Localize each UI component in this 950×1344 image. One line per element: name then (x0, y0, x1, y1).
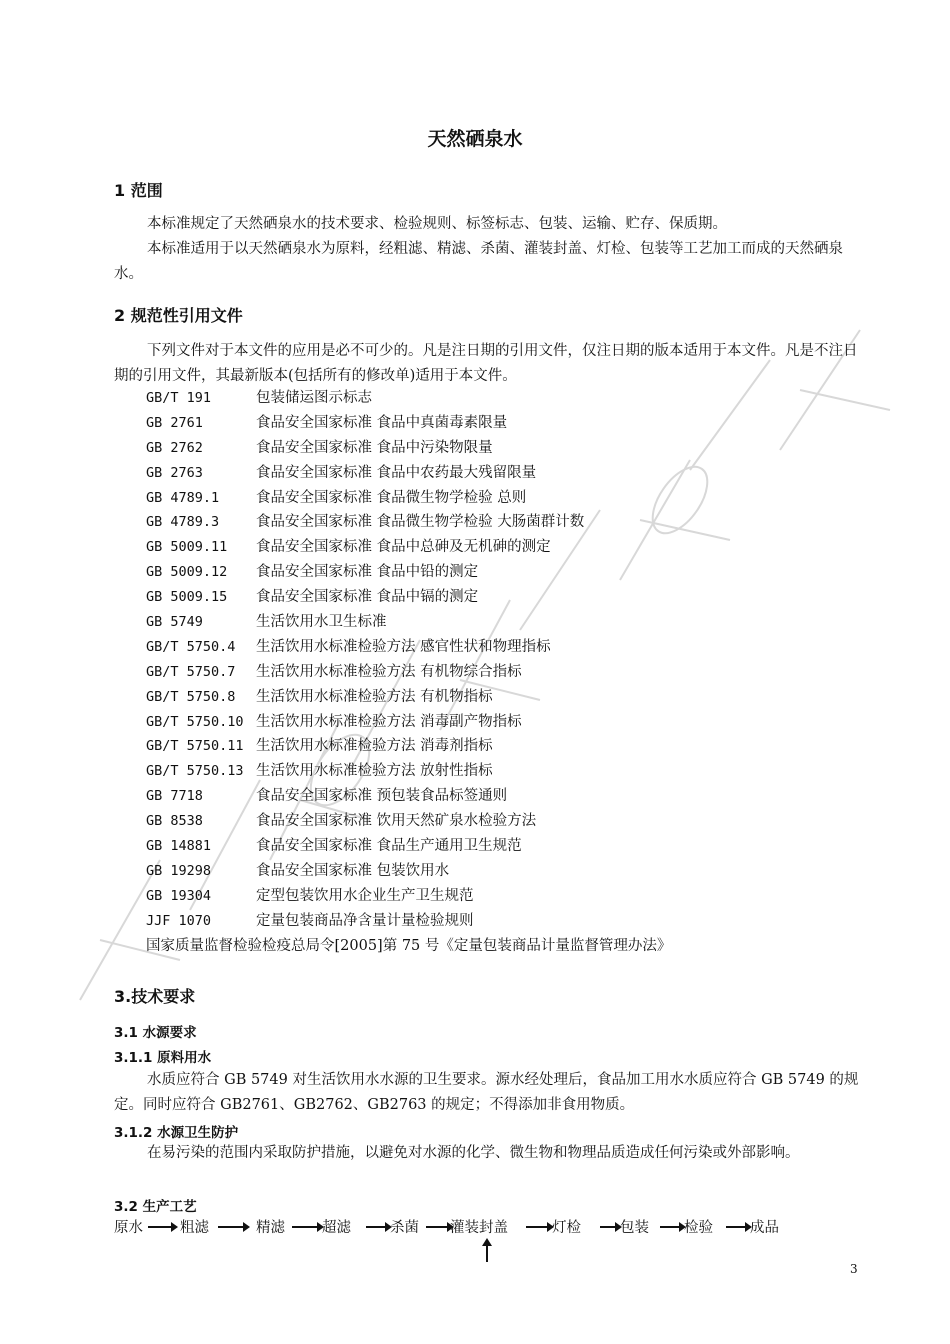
reference-list (146, 386, 584, 934)
flow-step: 超滤 (322, 1220, 351, 1236)
reference-code: GB 8538 (146, 813, 203, 830)
reference-code: GB 4789.1 (146, 489, 220, 506)
reference-title: 食品安全国家标准 食品中镉的测定 (256, 589, 479, 606)
reference-code: GB/T 5750.11 (146, 738, 244, 755)
flow-arrow-icon (600, 1226, 616, 1228)
flow-step: 精滤 (256, 1220, 285, 1236)
decree-reference: 国家质量监督检验检疫总局令[2005]第 75 号《定量包装商品计量监督管理办法》 (146, 938, 672, 954)
reference-item (146, 809, 584, 834)
reference-code: GB 14881 (146, 838, 212, 855)
reference-code: GB/T 5750.13 (146, 763, 244, 780)
reference-title: 生活饮用水标准检验方法 消毒副产物指标 (256, 713, 522, 730)
reference-code: GB 2763 (146, 464, 203, 481)
reference-item (146, 685, 584, 710)
reference-code: GB 2762 (146, 439, 203, 456)
reference-title: 食品安全国家标准 食品生产通用卫生规范 (256, 838, 522, 855)
reference-code: JJF 1070 (146, 912, 212, 929)
flow-step: 粗滤 (180, 1220, 209, 1236)
section-3-1-2-paragraph: 在易污染的范围内采取防护措施，以避免对水源的化学、微生物和物理品质造成任何污染或外部影响。 (147, 1145, 800, 1161)
flow-arrow-icon (726, 1226, 746, 1228)
reference-item (146, 909, 584, 934)
flow-arrow-icon (218, 1226, 244, 1228)
reference-title: 食品安全国家标准 食品中铅的测定 (256, 564, 479, 581)
flow-step: 检验 (684, 1220, 713, 1236)
reference-code: GB 5009.15 (146, 589, 228, 606)
reference-code: GB/T 5750.4 (146, 638, 236, 655)
reference-item (146, 784, 584, 809)
reference-title: 生活饮用水标准检验方法 消毒剂指标 (256, 738, 493, 755)
reference-item (146, 560, 584, 585)
up-arrow-icon (486, 1244, 488, 1262)
reference-title: 包装储运图示标志 (256, 390, 372, 406)
reference-item (146, 461, 584, 486)
reference-item (146, 884, 584, 909)
reference-item (146, 710, 584, 735)
flow-arrow-icon (426, 1226, 448, 1228)
flow-arrow-icon (526, 1226, 548, 1228)
reference-title: 生活饮用水标准检验方法 感官性状和物理指标 (256, 638, 551, 655)
reference-title: 定量包装商品净含量计量检验规则 (256, 912, 474, 929)
reference-item (146, 660, 584, 685)
reference-title: 食品安全国家标准 食品中总砷及无机砷的测定 (256, 539, 551, 556)
reference-code: GB/T 5750.7 (146, 663, 236, 680)
reference-item (146, 585, 584, 610)
flow-step: 原水 (114, 1220, 143, 1236)
reference-title: 食品安全国家标准 食品中真菌毒素限量 (256, 414, 508, 431)
reference-code: GB/T 5750.10 (146, 713, 244, 730)
document-title: 天然硒泉水 (427, 128, 523, 150)
reference-item (146, 486, 584, 511)
reference-item (146, 386, 584, 411)
reference-code: GB/T 5750.8 (146, 688, 236, 705)
reference-title: 生活饮用水卫生标准 (256, 614, 387, 631)
flow-arrow-icon (292, 1226, 318, 1228)
reference-code: GB 2761 (146, 414, 203, 431)
reference-title: 生活饮用水标准检验方法 有机物指标 (256, 688, 493, 705)
flow-arrow-icon (660, 1226, 680, 1228)
flow-arrow-icon (148, 1226, 172, 1228)
reference-title: 生活饮用水标准检验方法 放射性指标 (256, 763, 493, 780)
reference-code: GB 5009.11 (146, 539, 228, 556)
section-1-paragraph-2: 本标准适用于以天然硒泉水为原料，经粗滤、精滤、杀菌、灌装封盖、灯检、包装等工艺加工而成的天然硒泉水。 (114, 241, 843, 282)
reference-code: GB 5009.12 (146, 564, 228, 581)
reference-title: 食品安全国家标准 食品中农药最大残留限量 (256, 464, 537, 481)
reference-code: GB 5749 (146, 614, 203, 631)
section-1-heading: 1 范围 (114, 181, 163, 200)
flow-step: 成品 (750, 1220, 779, 1236)
reference-item (146, 436, 584, 461)
flow-step: 包装 (620, 1220, 649, 1236)
flow-step: 灌装封盖 (450, 1220, 508, 1236)
section-3-1-1-heading: 3.1.1 原料用水 (114, 1050, 212, 1066)
reference-item (146, 535, 584, 560)
section-1-paragraph-1: 本标准规定了天然硒泉水的技术要求、检验规则、标签标志、包装、运输、贮存、保质期。 (147, 216, 727, 232)
flow-step: 灯检 (552, 1220, 581, 1236)
reference-title: 食品安全国家标准 饮用天然矿泉水检验方法 (256, 813, 537, 830)
reference-item (146, 759, 584, 784)
reference-title: 食品安全国家标准 食品微生物学检验 总则 (256, 489, 527, 506)
flow-step: 杀菌 (390, 1220, 419, 1236)
reference-item (146, 734, 584, 759)
reference-item (146, 411, 584, 436)
section-3-1-heading: 3.1 水源要求 (114, 1025, 197, 1041)
reference-code: GB 19304 (146, 887, 212, 904)
section-2-intro: 下列文件对于本文件的应用是必不可少的。凡是注日期的引用文件，仅注日期的版本适用于本文件。凡是不注日期的引用文件，其最新版本(包括所有的修改单)适用于本文件。 (114, 343, 858, 384)
flow-arrow-icon (366, 1226, 386, 1228)
section-3-1-1-paragraph: 水质应符合 GB 5749 对生活饮用水水源的卫生要求。源水经处理后，食品加工用水水质应符合 GB 5749 的规定。同时应符合 GB2761、GB2762、GB2763 的规定；不得添加非食用物质。 (114, 1072, 859, 1113)
reference-title: 食品安全国家标准 食品微生物学检验 大肠菌群计数 (256, 514, 585, 531)
reference-title: 定型包装饮用水企业生产卫生规范 (256, 887, 474, 904)
reference-code: GB/T 191 (146, 390, 212, 406)
section-3-2-heading: 3.2 生产工艺 (114, 1199, 197, 1215)
section-2-heading: 2 规范性引用文件 (114, 306, 243, 325)
reference-code: GB 19298 (146, 862, 212, 879)
reference-title: 食品安全国家标准 预包装食品标签通则 (256, 788, 508, 805)
reference-title: 食品安全国家标准 包装饮用水 (256, 862, 450, 879)
reference-item (146, 510, 584, 535)
page-number: 3 (850, 1262, 858, 1276)
reference-title: 食品安全国家标准 食品中污染物限量 (256, 439, 493, 456)
reference-code: GB 7718 (146, 788, 203, 805)
reference-title: 生活饮用水标准检验方法 有机物综合指标 (256, 663, 522, 680)
section-3-heading: 3.技术要求 (114, 987, 196, 1006)
reference-item (146, 635, 584, 660)
reference-code: GB 4789.3 (146, 514, 220, 531)
reference-item (146, 859, 584, 884)
section-3-1-2-heading: 3.1.2 水源卫生防护 (114, 1125, 239, 1141)
reference-item (146, 610, 584, 635)
reference-item (146, 834, 584, 859)
